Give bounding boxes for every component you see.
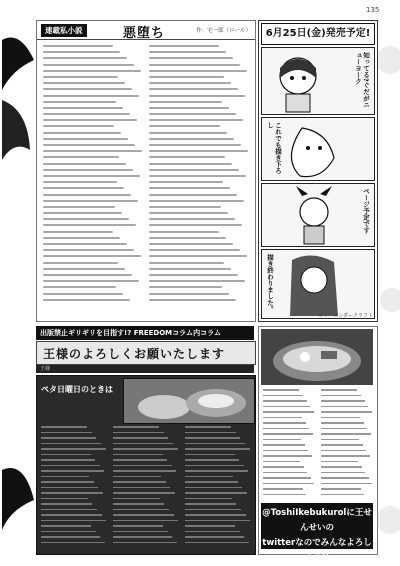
text-line: [113, 536, 172, 538]
text-line: [41, 465, 100, 467]
text-line: [43, 107, 123, 109]
text-line: [41, 492, 103, 494]
text-line: [41, 476, 89, 478]
text-line: [113, 459, 167, 461]
text-line: [263, 395, 303, 397]
text-line: [113, 448, 178, 450]
text-line: [149, 82, 231, 84]
text-line: [263, 439, 301, 441]
text-line: [321, 483, 372, 485]
novel-text-column-right: [149, 45, 249, 313]
text-line: [321, 455, 370, 457]
text-line: [185, 470, 248, 472]
text-line: [43, 286, 116, 288]
comic-credit: ロリ・ロンダークラフト: [318, 313, 373, 319]
text-line: [149, 224, 242, 226]
text-line: [185, 531, 240, 533]
text-line: [185, 459, 239, 461]
text-line: [185, 487, 242, 489]
text-line: [185, 443, 245, 445]
side-text-2: [321, 389, 373, 499]
text-line: [113, 465, 172, 467]
text-line: [43, 268, 125, 270]
text-line: [185, 509, 241, 511]
text-line: [43, 280, 139, 282]
text-line: [41, 432, 92, 434]
text-line: [41, 487, 98, 489]
text-line: [149, 249, 240, 251]
text-line: [113, 492, 175, 494]
text-line: [41, 503, 92, 505]
text-line: [113, 454, 163, 456]
text-line: [321, 472, 365, 474]
text-line: [321, 488, 361, 490]
text-line: [43, 144, 135, 146]
food-photo: [123, 378, 255, 424]
text-line: [149, 51, 226, 53]
text-line: [43, 243, 127, 245]
page-number: 135: [366, 6, 380, 14]
twitter-line-2: twitterなのでみんなよろしくね!!: [262, 538, 372, 563]
column-header-bar: [36, 326, 254, 340]
speech-text-3: ページ予定です: [362, 188, 370, 234]
text-line: [185, 465, 244, 467]
text-line: [149, 262, 224, 264]
novel-text-column-left: [43, 45, 143, 313]
text-line: [149, 231, 219, 233]
text-line: [321, 422, 364, 424]
text-line: [43, 113, 130, 115]
text-line: [113, 437, 168, 439]
text-line: [113, 498, 160, 500]
text-line: [149, 187, 230, 189]
serial-novel-column: [36, 20, 256, 322]
text-line: [43, 119, 137, 121]
text-line: [41, 443, 101, 445]
text-line: [185, 536, 244, 538]
text-line: [321, 450, 366, 452]
comic-panel-1: [261, 47, 375, 115]
text-line: [43, 293, 123, 295]
text-line: [263, 472, 307, 474]
text-line: [185, 481, 238, 483]
twitter-banner: [261, 503, 373, 563]
ramen-photo: [261, 329, 373, 385]
text-line: [149, 243, 233, 245]
text-line: [321, 433, 371, 435]
text-line: [149, 268, 231, 270]
text-line: [149, 101, 222, 103]
text-line: [185, 476, 233, 478]
text-line: [41, 481, 94, 483]
text-line: [43, 138, 128, 140]
text-line: [149, 286, 222, 288]
text-line: [43, 101, 116, 103]
text-line: [41, 542, 105, 544]
text-line: [149, 57, 233, 59]
column-text-1: [41, 426, 107, 550]
text-line: [321, 439, 359, 441]
text-line: [149, 163, 232, 165]
text-line: [321, 406, 368, 408]
comic-panel-2: [261, 117, 375, 181]
text-line: [263, 483, 314, 485]
text-line: [149, 64, 240, 66]
text-line: [113, 531, 168, 533]
text-line: [43, 169, 133, 171]
character-illustration: [262, 250, 374, 318]
text-line: [263, 455, 312, 457]
character-illustration: [262, 184, 374, 246]
text-line: [321, 400, 365, 402]
text-line: [43, 45, 113, 47]
text-line: [41, 459, 95, 461]
text-line: [43, 255, 141, 257]
column-author: 王様: [40, 366, 51, 372]
text-line: [43, 64, 134, 66]
text-line: [321, 417, 360, 419]
text-line: [41, 437, 96, 439]
text-line: [43, 125, 114, 127]
text-line: [43, 274, 132, 276]
text-line: [149, 194, 237, 196]
text-line: [43, 132, 121, 134]
text-line: [185, 498, 232, 500]
text-line: [149, 107, 229, 109]
text-line: [43, 150, 142, 152]
speech-text-2: これでも描き下ろし: [266, 122, 282, 174]
text-line: [43, 224, 136, 226]
text-line: [263, 422, 306, 424]
text-line: [149, 175, 246, 177]
column-body: [36, 375, 256, 555]
text-line: [113, 542, 177, 544]
text-line: [149, 181, 223, 183]
novel-byline: 作：宅一郎（ロール）: [196, 28, 251, 34]
text-line: [43, 187, 124, 189]
text-line: [43, 200, 138, 202]
column-title: 王様のよろしくお願いたします: [43, 347, 226, 361]
text-line: [185, 437, 240, 439]
text-line: [43, 95, 139, 97]
text-line: [43, 181, 117, 183]
text-line: [41, 470, 104, 472]
text-line: [321, 477, 369, 479]
text-line: [43, 82, 125, 84]
text-line: [113, 481, 166, 483]
text-line: [41, 454, 91, 456]
text-line: [263, 406, 310, 408]
text-line: [263, 488, 303, 490]
text-line: [41, 525, 91, 527]
text-line: [149, 132, 227, 134]
text-line: [43, 212, 122, 214]
text-line: [43, 249, 134, 251]
text-line: [43, 76, 118, 78]
comic-strip: [258, 20, 378, 322]
text-line: [149, 113, 236, 115]
text-line: [43, 70, 141, 72]
text-line: [263, 389, 299, 391]
text-line: [149, 150, 248, 152]
text-line: [149, 212, 228, 214]
text-line: [149, 299, 236, 301]
text-line: [113, 514, 174, 516]
text-line: [185, 514, 246, 516]
text-line: [149, 88, 238, 90]
text-line: [263, 411, 314, 413]
text-line: [263, 400, 307, 402]
text-line: [321, 428, 367, 430]
text-line: [263, 417, 302, 419]
text-line: [149, 156, 225, 158]
text-line: [185, 492, 247, 494]
text-line: [43, 175, 140, 177]
text-line: [185, 448, 250, 450]
text-line: [113, 509, 169, 511]
text-line: [263, 428, 309, 430]
text-line: [43, 57, 127, 59]
twitter-line-1: @ToshiIkebukurolに王せんせいの: [262, 508, 372, 533]
text-line: [149, 169, 239, 171]
text-line: [149, 95, 245, 97]
text-line: [321, 494, 364, 496]
text-line: [149, 200, 244, 202]
text-line: [149, 70, 247, 72]
speech-text-1: 知ってる?ぐだがニューヨーク: [354, 52, 370, 108]
text-line: [321, 395, 361, 397]
text-line: [43, 231, 113, 233]
column-text-2: [113, 426, 179, 550]
novel-title: 悪堕ち: [123, 26, 166, 41]
text-line: [41, 448, 106, 450]
text-line: [185, 503, 236, 505]
comic-panel-3: [261, 183, 375, 247]
text-line: [43, 194, 131, 196]
text-line: [149, 218, 235, 220]
text-line: [113, 426, 159, 428]
text-line: [43, 163, 126, 165]
text-line: [263, 450, 308, 452]
text-line: [321, 411, 372, 413]
text-line: [263, 461, 300, 463]
novel-category-tag: 連載私小説: [41, 24, 87, 37]
text-line: [43, 88, 132, 90]
text-line: [149, 206, 221, 208]
text-line: [263, 466, 304, 468]
text-line: [321, 389, 357, 391]
text-line: [149, 274, 238, 276]
text-line: [321, 444, 363, 446]
text-line: [185, 454, 235, 456]
column-subhead-bar: [36, 365, 254, 373]
side-text-1: [263, 389, 315, 499]
text-line: [321, 466, 362, 468]
text-line: [149, 119, 243, 121]
text-line: [41, 498, 88, 500]
column-header-text: 出版禁止ギリギリを目指す!? FREEDOMコラム内コラム: [40, 329, 222, 337]
text-line: [113, 476, 161, 478]
text-line: [41, 509, 97, 511]
text-line: [263, 494, 306, 496]
text-line: [41, 520, 106, 522]
text-line: [149, 138, 234, 140]
text-line: [41, 514, 102, 516]
text-line: [113, 525, 163, 527]
text-line: [149, 76, 224, 78]
text-line: [43, 206, 115, 208]
chapter-label: ペタ日曜日のときは: [41, 385, 113, 394]
text-line: [113, 503, 164, 505]
text-line: [185, 426, 231, 428]
side-column: [258, 326, 378, 563]
text-line: [185, 525, 235, 527]
text-line: [41, 426, 87, 428]
text-line: [263, 477, 311, 479]
text-line: [263, 433, 313, 435]
text-line: [43, 237, 120, 239]
speech-text-4: 描き終わりました。: [266, 254, 274, 313]
text-line: [41, 536, 100, 538]
comic-panel-4: [261, 249, 375, 319]
text-line: [41, 531, 96, 533]
text-line: [149, 125, 220, 127]
text-line: [321, 461, 358, 463]
text-line: [185, 432, 236, 434]
text-line: [149, 237, 226, 239]
text-line: [113, 443, 173, 445]
novel-header: [37, 21, 255, 40]
text-line: [43, 218, 129, 220]
text-line: [113, 470, 176, 472]
text-line: [149, 45, 219, 47]
release-date-banner: 6月25日(金)発売予定!: [261, 23, 375, 45]
text-line: [185, 542, 249, 544]
text-line: [113, 520, 178, 522]
text-line: [149, 255, 247, 257]
text-line: [43, 156, 119, 158]
column-text-3: [185, 426, 251, 550]
text-line: [43, 262, 118, 264]
text-line: [43, 299, 130, 301]
text-line: [149, 293, 229, 295]
text-line: [149, 144, 241, 146]
text-line: [149, 280, 245, 282]
text-line: [113, 432, 164, 434]
column-title-banner: [36, 341, 256, 365]
text-line: [43, 51, 120, 53]
text-line: [263, 444, 305, 446]
text-line: [113, 487, 170, 489]
text-line: [185, 520, 250, 522]
